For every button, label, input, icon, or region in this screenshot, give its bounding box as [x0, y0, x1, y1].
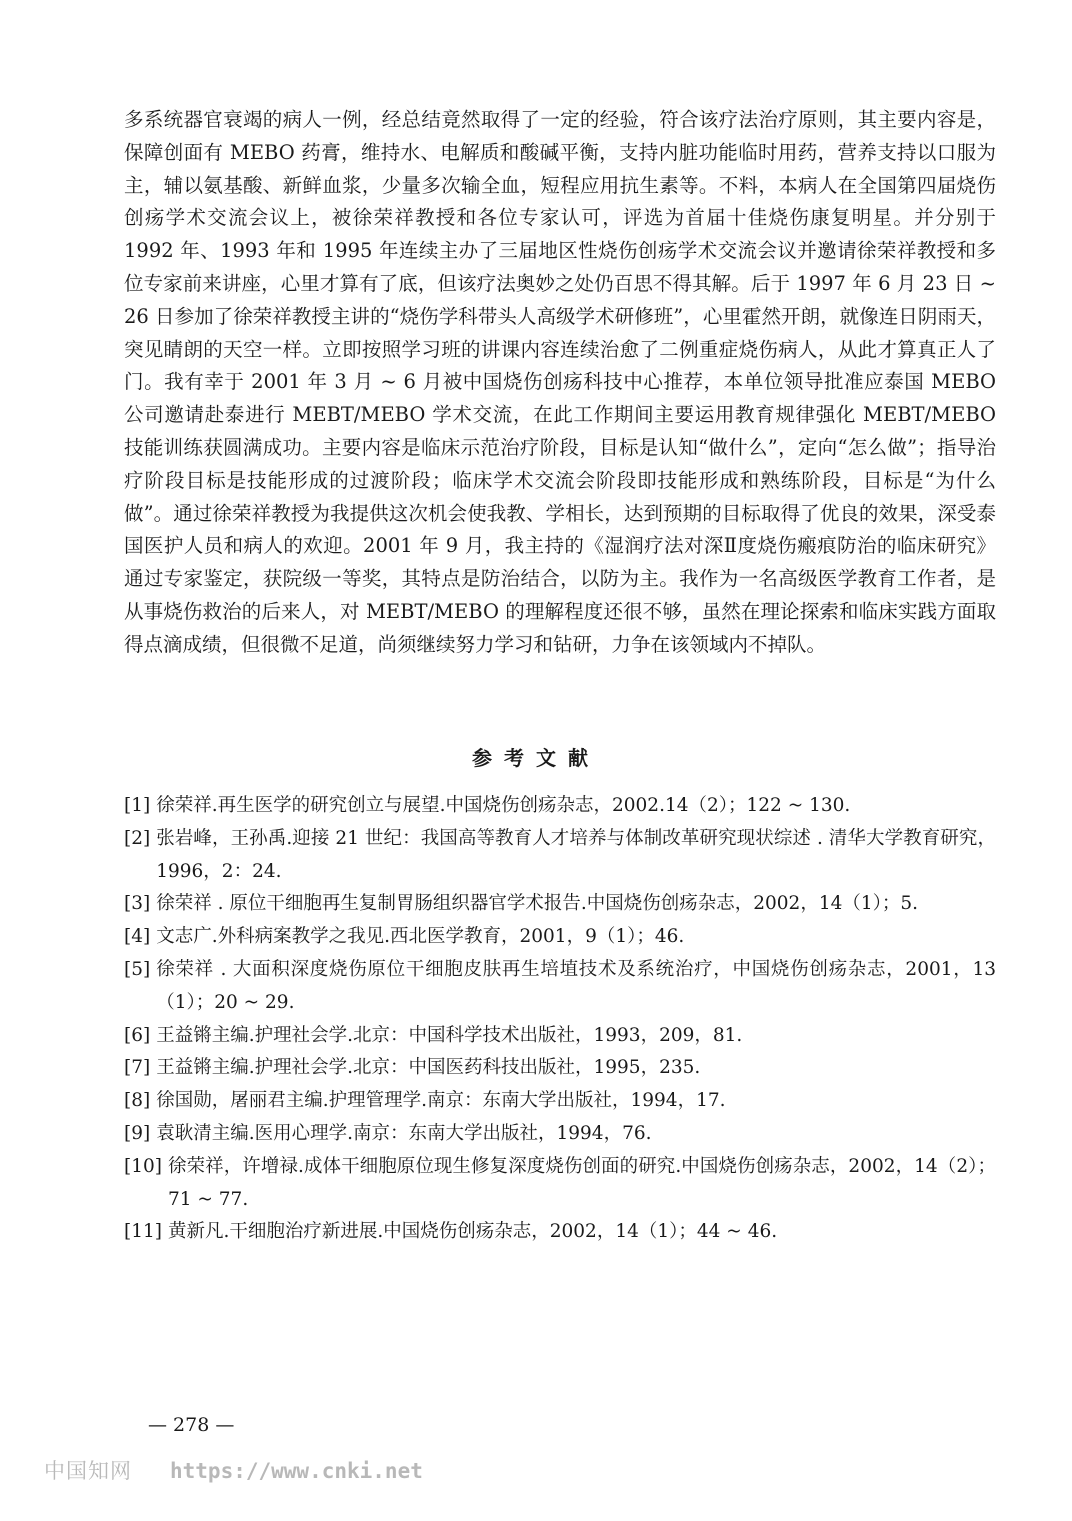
reference-number: [7]: [124, 1057, 151, 1079]
reference-number: [8]: [124, 1090, 151, 1112]
reference-text: 徐荣祥，许增禄.成体干细胞原位现生修复深度烧伤创面的研究.中国烧伤创疡杂志，2002，14（2）；71 ~ 77.: [167, 1155, 996, 1210]
reference-item: [124, 1052, 996, 1085]
reference-number: [10]: [124, 1155, 162, 1177]
reference-number: [5]: [124, 958, 151, 980]
reference-item: [124, 1118, 996, 1151]
body-paragraph: 多系统器官衰竭的病人一例，经总结竟然取得了一定的经验，符合该疗法治疗原则，其主要内容是，保障创面有 MEBO 药膏，维持水、电解质和酸碱平衡，支持内脏功能临时用药，营养支持以口服为主，辅以氨基酸、新鲜血浆，少量多次输全血，短程应用抗生素等。不料，本病人在全国第四届烧伤创疡学术交流会议上，被徐荣祥教授和各位专家认可，评选为首届十佳烧伤康复明星。并分别于 1992 年、1993 年和 1995 年连续主办了三届地区性烧伤创疡学术交流会议并邀请徐荣祥教授和多位专家前来讲座，心里才算有了底，但该疗法奥妙之处仍百思不得其解。后于 1997 年 6 月 23 日 ~ 26 日参加了徐荣祥教授主讲的“烧伤学科带头人高级学术研修班”，心里霍然开朗，就像连日阴雨天，突见睛朗的天空一样。立即按照学习班的讲课内容连续治愈了二例重症烧伤病人，从此才算真正人了门。我有幸于 2001 年 3 月 ~ 6 月被中国烧伤创疡科技中心推荐，本单位领导批准应泰国 MEBO 公司邀请赴泰进行 MEBT/MEBO 学术交流，在此工作期间主要运用教育规律强化 MEBT/MEBO 技能训练获圆满成功。主要内容是临床示范治疗阶段，目标是认知“做什么”，定向“怎么做”；指导治疗阶段目标是技能形成的过渡阶段；临床学术交流会阶段即技能形成和熟练阶段，目标是“为什么做”。通过徐荣祥教授为我提供这次机会使我教、学相长，达到预期的目标取得了优良的效果，深受泰国医护人员和病人的欢迎。2001 年 9 月，我主持的《湿润疗法对深Ⅱ度烧伤瘢痕防治的临床研究》通过专家鉴定，获院级一等奖，其特点是防治结合，以防为主。我作为一名高级医学教育工作者，是从事烧伤救治的后来人，对 MEBT/MEBO 的理解程度还很不够，虽然在理论探索和临床实践方面取得点滴成绩，但很微不足道，尚须继续努力学习和钻研，力争在该领域内不掉队。: [124, 108, 996, 656]
reference-number: [9]: [124, 1122, 151, 1144]
reference-number: [1]: [124, 795, 151, 816]
reference-text: 徐荣祥.再生医学的研究创立与展望.中国烧伤创疡杂志，2002.14（2）；122 ~ 130.: [156, 795, 851, 816]
reference-text: 黄新凡.干细胞治疗新进展.中国烧伤创疡杂志，2002，14（1）；44 ~ 46.: [167, 1221, 778, 1243]
reference-text: 王益锵主编.护理社会学.北京：中国科学技术出版社，1993，209，81.: [156, 1024, 743, 1046]
reference-item: [124, 1020, 996, 1053]
reference-item: [124, 790, 996, 823]
reference-item: [124, 1085, 996, 1118]
reference-item: [124, 1216, 996, 1249]
reference-text: 徐荣祥 . 大面积深度烧伤原位干细胞皮肤再生培埴技术及系统治疗，中国烧伤创疡杂志，2001，13（1）；20 ~ 29.: [156, 958, 996, 1013]
footer-watermark: [44, 1455, 423, 1485]
page-number: — 278 —: [148, 1414, 235, 1436]
reference-text: 文志广.外科病案教学之我见.西北医学教育，2001，9（1）；46.: [156, 926, 685, 948]
footer-url-link[interactable]: https://www.cnki.net: [170, 1459, 423, 1483]
reference-number: [11]: [124, 1221, 162, 1243]
reference-number: [2]: [124, 827, 151, 849]
reference-text: 徐荣祥 . 原位干细胞再生复制胃肠组织器官学术报告.中国烧伤创疡杂志，2002，14（1）；5.: [156, 893, 919, 915]
reference-text: 张岩峰，王孙禹.迎接 21 世纪：我国高等教育人才培养与体制改革研究现状综述 . 清华大学教育研究，1996，2：24.: [156, 827, 996, 882]
footer-site-name: 中国知网: [44, 1459, 132, 1483]
reference-item: [124, 888, 996, 921]
reference-item: [124, 921, 996, 954]
reference-number: [6]: [124, 1024, 151, 1046]
reference-item: [124, 1151, 996, 1217]
references-heading: 参考文献: [472, 746, 600, 770]
reference-text: 袁耿清主编.医用心理学.南京：东南大学出版社，1994，76.: [156, 1122, 652, 1144]
reference-list: [124, 790, 996, 1249]
reference-item: [124, 954, 996, 1020]
reference-item: [124, 823, 996, 889]
reference-text: 王益锵主编.护理社会学.北京：中国医药科技出版社，1995，235.: [156, 1057, 701, 1079]
reference-number: [4]: [124, 926, 151, 948]
reference-text: 徐国勋，屠丽君主编.护理管理学.南京：东南大学出版社，1994，17.: [156, 1090, 726, 1112]
reference-number: [3]: [124, 893, 151, 915]
